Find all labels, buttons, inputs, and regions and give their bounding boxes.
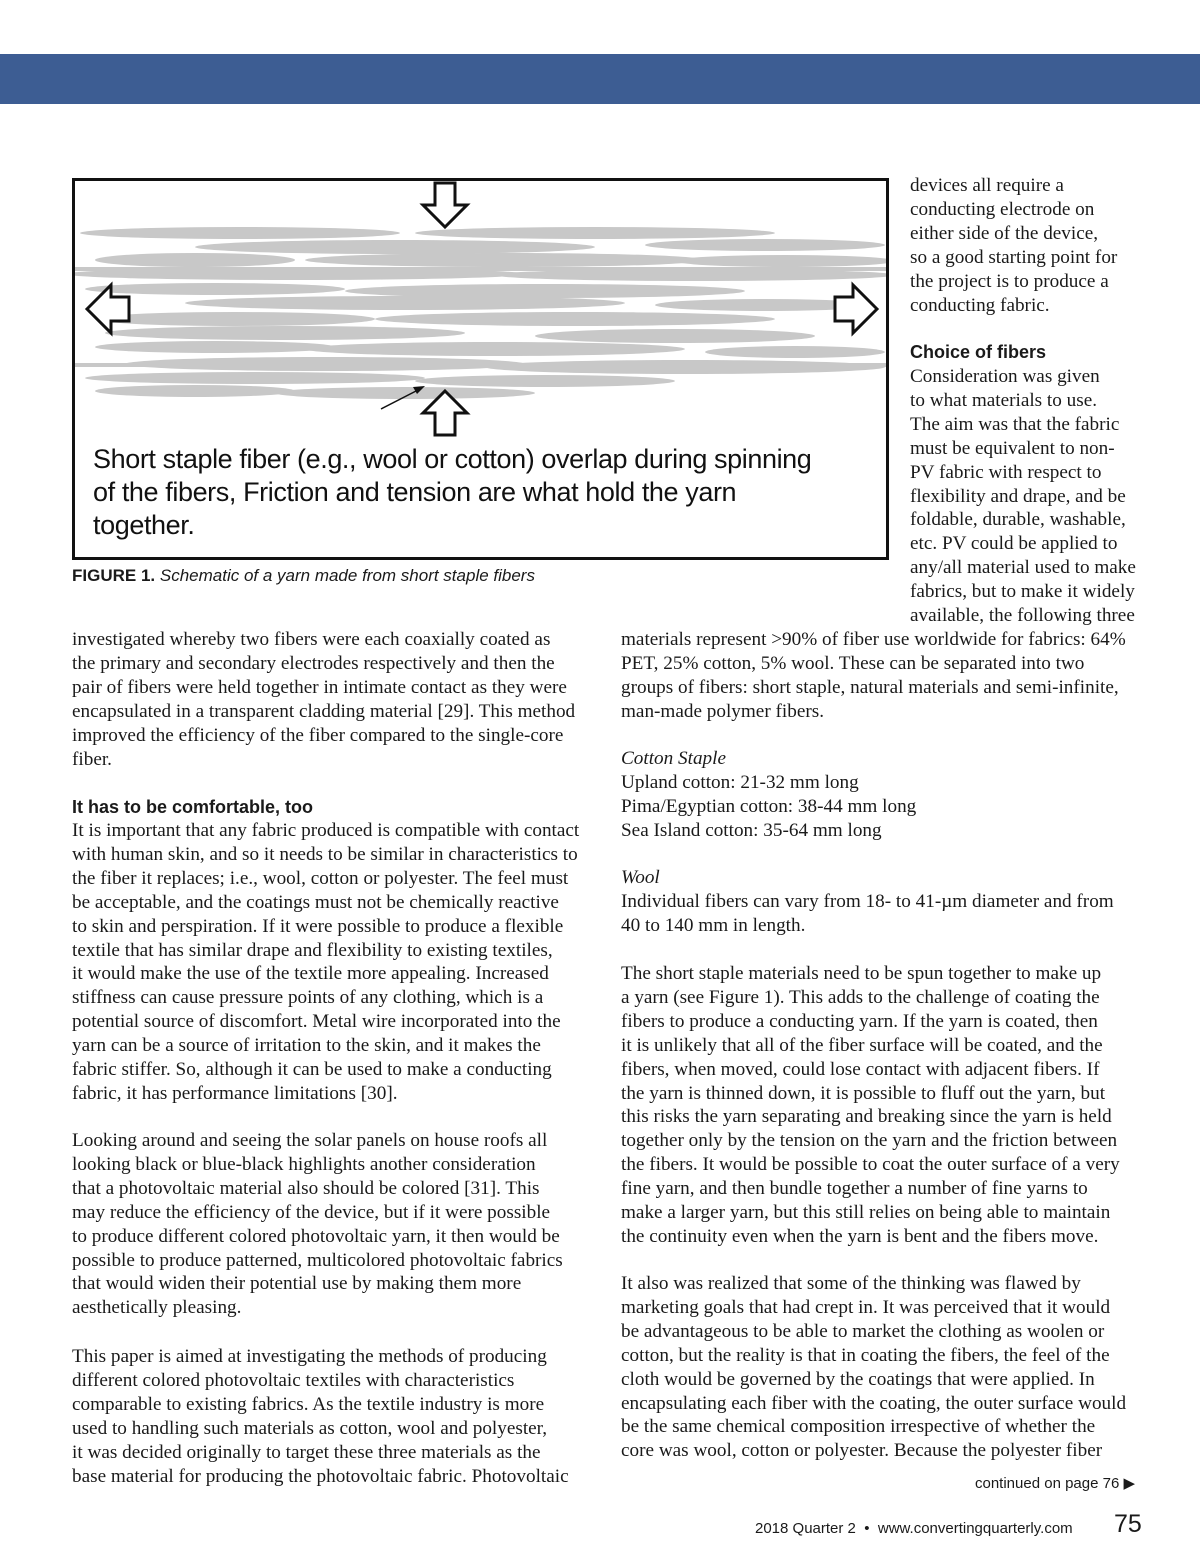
bullet-separator: •: [864, 1520, 870, 1537]
play-arrow-icon: ▶: [1123, 1475, 1136, 1492]
issue-text: 2018 Quarter 2: [755, 1520, 856, 1537]
figure-diagram-text: Short staple fiber (e.g., wool or cotton) overlap during spinning of the fibers, Friction and tension are what hold the yarn together.: [93, 444, 812, 540]
left-comfort-paragraph: It is important that any fabric produced is compatible with contact with human skin, and so it needs to be similar in characteristics to the fiber it replaces; i.e., wool, cotton or polyester. The feel must be acceptable, and the coatings must not be chemically reactive to skin and perspiration. If it were possible to produce a flexible textile that has similar drape and flexibility to existing textiles, it would make the use of the textile more appealing. Increased stiffness can cause pressure points of any clothing, which is a potential source of discomfort. Metal wire incorporated into the yarn can be a source of irritation to the skin, and it makes the fabric stiffer. So, although it can be used to make a conducting fabric, it has performance limitations [30].: [72, 820, 580, 1104]
right-top-paragraph: devices all require a conducting electrode on either side of the device, so a good starting point for the project is to produce a conducting fabric.: [910, 175, 1118, 316]
header-band: [0, 54, 1200, 104]
footer-issue-line: [755, 1520, 1073, 1537]
right-marketing-paragraph: It also was realized that some of the thinking was flawed by marketing goals that had crept in. It was perceived that it would be advantageous to be able to market the clothing as woolen or cotton, but the reality is that in coating the fibers, the feel of the cloth would be governed by the coatings that were applied. In encapsulating each fiber with the coating, the outer surface would be the same chemical composition irrespective of whether the core was wool, cotton or polyester. Because the polyester fiber: [621, 1273, 1127, 1462]
heading-comfortable: It has to be comfortable, too: [72, 797, 314, 817]
right-short-staple-paragraph: The short staple materials need to be spun together to make up a yarn (see Figure 1). This adds to the challenge of coating the fibers to produce a conducting yarn. If the yarn is coated, then it is unlikely that all of the fiber surface will be coated, and the fibers, when moved, could lose contact with adjacent fibers. If the yarn is thinned down, it is possible to fluff out the yarn, but this risks the yarn separating and breaking since the yarn is held together only by the tension on the yarn and the friction between the fibers. It would be possible to coat the outer surface of a very fine yarn, and then bundle together a number of fine yarns to make a larger yarn, but this still relies on being able to maintain the continuity even when the yarn is bent and the fibers move.: [621, 963, 1120, 1247]
staple-fibers: [75, 227, 886, 399]
wool-title: Wool: [621, 867, 660, 888]
page-number: 75: [1114, 1510, 1142, 1538]
right-materials-paragraph: materials represent >90% of fiber use worldwide for fabrics: 64% PET, 25% cotton, 5% wool. These can be separated into two groups of fibers: short staple, natural materials and semi-infinite, man-made polymer fibers.: [621, 629, 1126, 722]
figure-yarn-schematic: [72, 178, 889, 560]
continued-text: continued on page 76: [975, 1475, 1120, 1492]
heading-choice-of-fibers: Choice of fibers: [910, 342, 1047, 362]
figure-caption: [72, 566, 535, 586]
figure-label: FIGURE 1.: [72, 566, 156, 585]
cotton-staple-list: Cotton Staple Upland cotton: 21-32 mm long Pima/Egyptian cotton: 38-44 mm long Sea Island cotton: 35-64 mm long: [621, 748, 917, 841]
wool-list: Wool Individual fibers can vary from 18- to 41-µm diameter and from 40 to 140 mm in length.: [621, 867, 1114, 936]
left-paper-paragraph: This paper is aimed at investigating the methods of producing different colored photovoltaic textiles with characteristics comparable to existing fabrics. As the textile industry is more used to handling such materials as cotton, wool and polyester, it was decided originally to target these three materials as the base material for producing the photovoltaic fabric. Photovoltaic: [72, 1346, 569, 1487]
left-solar-paragraph: Looking around and seeing the solar panels on house roofs all looking black or blue-black highlights another consideration that a photovoltaic material also should be colored [31]. This may reduce the efficiency of the device, but if it were possible to produce different colored photovoltaic yarn, it then would be possible to produce patterned, multicolored photovoltaic fabrics that would widen their potential use by making them more aesthetically pleasing.: [72, 1130, 563, 1319]
right-choice-paragraph: Consideration was given to what materials to use. The aim was that the fabric must be equivalent to non- PV fabric with respect to flexibility and drape, and be foldable, durable, washable, etc. PV could be applied to any/all material used to make fabrics, but to make it widely available, the following three: [910, 366, 1136, 627]
cotton-staple-title: Cotton Staple: [621, 748, 726, 769]
figure-caption-text: Schematic of a yarn made from short staple fibers: [159, 566, 535, 585]
website-link[interactable]: www.convertingquarterly.com: [877, 1520, 1073, 1537]
arrow-down-icon: [423, 183, 467, 227]
continued-link[interactable]: [975, 1474, 1135, 1492]
left-intro-paragraph: investigated whereby two fibers were each coaxially coated as the primary and secondary electrodes respectively and then the pair of fibers were held together in intimate contact as they were encapsulated in a transparent cladding material [29]. This method improved the efficiency of the fiber compared to the single-core fiber.: [72, 629, 576, 770]
arrow-right-icon: [835, 285, 877, 333]
